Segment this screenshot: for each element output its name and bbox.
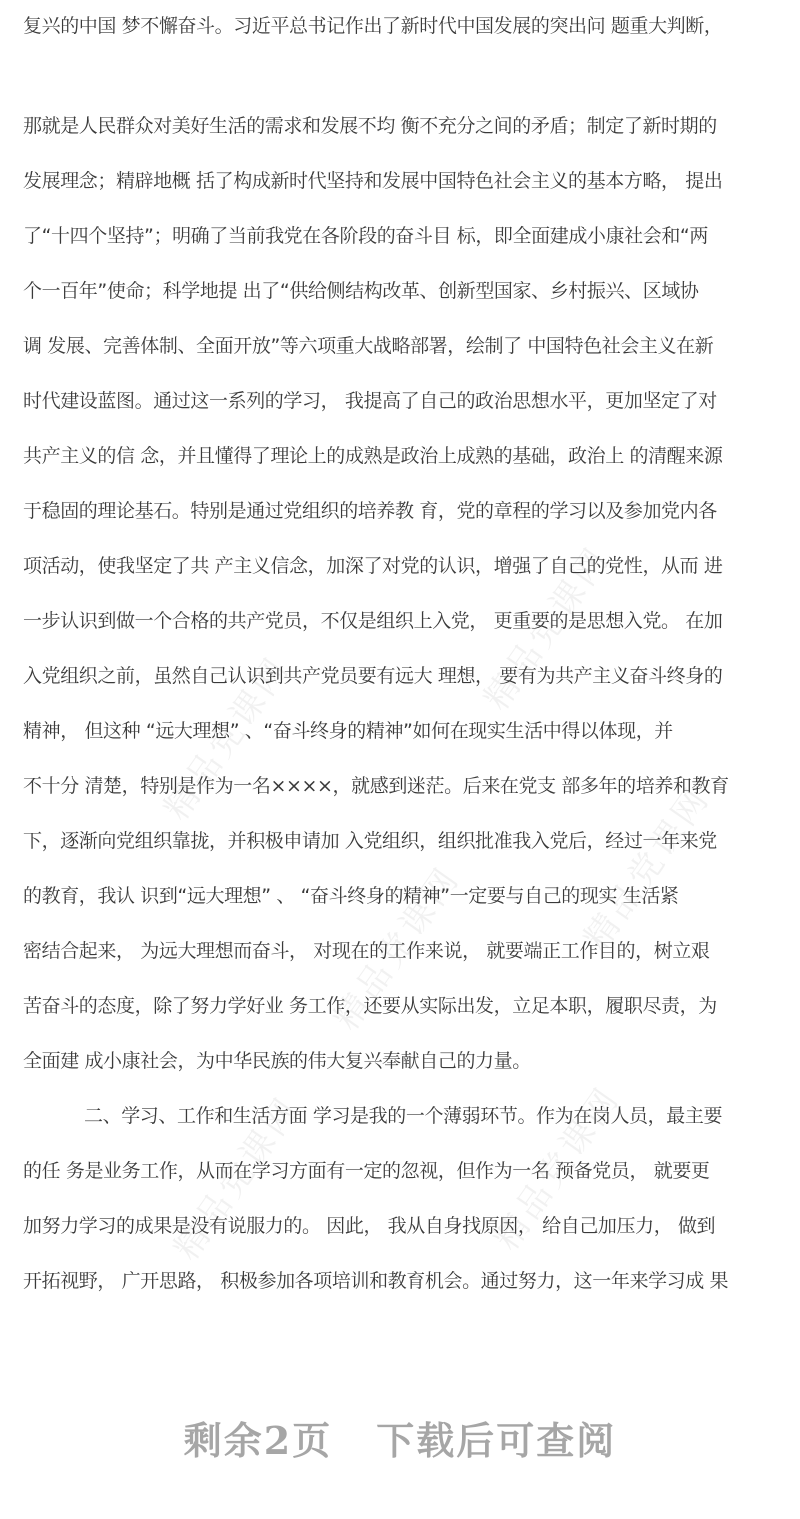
text-line: 二、学习、工作和生活方面 学习是我的一个薄弱环节。作为在岗人员，最主要	[84, 1105, 723, 1127]
text-line: 全面建 成小康社会，为中华民族的伟大复兴奉献自己的力量。	[23, 1050, 531, 1072]
watermark-text: 精品党课网	[476, 538, 619, 718]
text-line: 共产主义的信 念，并且懂得了理论上的成熟是政治上成熟的基础，政治上 的清醒来源	[23, 445, 723, 467]
text-line: 精神， 但这种 “远大理想” 、“奋斗终身的精神”如何在现实生活中得以体现，并	[23, 720, 673, 742]
text-line: 的任 务是业务工作，从而在学习方面有一定的忽视，但作为一名 预备党员， 就要更	[23, 1160, 710, 1182]
text-line: 开拓视野， 广开思路， 积极参加各项培训和教育机会。通过努力，这一年来学习成 果	[23, 1270, 729, 1292]
text-line: 于稳固的理论基石。特别是通过党组织的培养教 育，党的章程的学习以及参加党内各	[23, 500, 717, 522]
text-line: 发展理念；精辟地概 括了构成新时代坚持和发展中国特色社会主义的基本方略， 提出	[23, 170, 723, 192]
text-line: 苦奋斗的态度，除了努力学好业 务工作，还要从实际出发，立足本职，履职尽责，为	[23, 995, 717, 1017]
watermark-text: 精品党课网	[576, 778, 719, 958]
text-line: 一步认识到做一个合格的共产党员，不仅是组织上入党， 更重要的是思想入党。 在加	[23, 610, 723, 632]
text-line: 加努力学习的成果是没有说服力的。 因此， 我从自身找原因， 给自己加压力， 做到	[23, 1215, 716, 1237]
text-line: 时代建设蓝图。通过这一系列的学习， 我提高了自己的政治思想水平，更加坚定了对	[23, 390, 717, 412]
text-line: 复兴的中国 梦不懈奋斗。习近平总书记作出了新时代中国发展的突出问 题重大判断，	[23, 15, 723, 37]
text-line: 个一百年”使命；科学地提 出了“供给侧结构改革、创新型国家、乡村振兴、区域协	[23, 280, 699, 302]
watermark-text: 精品党课网	[486, 1078, 629, 1258]
remaining-pages-banner[interactable]	[0, 1410, 800, 1465]
text-line: 那就是人民群众对美好生活的需求和发展不均 衡不充分之间的矛盾；制定了新时期的	[23, 115, 717, 137]
watermark-text: 精品党课网	[326, 858, 469, 1038]
download-hint-label: 下载后可查阅	[376, 1418, 617, 1463]
text-line: 密结合起来， 为远大理想而奋斗， 对现在的工作来说， 就要端正工作目的，树立艰	[23, 940, 710, 962]
remaining-pages-label: 剩余2页	[183, 1418, 333, 1463]
text-line: 的教育，我认 识到“远大理想” 、 “奋斗终身的精神”一定要与自己的现实 生活紧	[23, 885, 679, 907]
text-line: 下，逐渐向党组织靠拢，并积极申请加 入党组织，组织批准我入党后，经过一年来党	[23, 830, 717, 852]
text-line: 了“十四个坚持”；明确了当前我党在各阶段的奋斗目 标，即全面建成小康社会和“两	[23, 225, 708, 247]
watermark-text: 精品党课网	[156, 648, 299, 828]
text-line: 调 发展、完善体制、全面开放”等六项重大战略部署，绘制了 中国特色社会主义在新	[23, 335, 714, 357]
text-line: 入党组织之前，虽然自己认识到共产党员要有远大 理想， 要有为共产主义奋斗终身的	[23, 665, 723, 687]
text-line: 项活动，使我坚定了共 产主义信念，加深了对党的认识，增强了自己的党性，从而 进	[23, 555, 723, 577]
watermark-text: 精品党课网	[166, 1088, 309, 1268]
text-line: 不十分 清楚，特别是作为一名××××，就感到迷茫。后来在党支 部多年的培养和教育	[23, 775, 729, 797]
